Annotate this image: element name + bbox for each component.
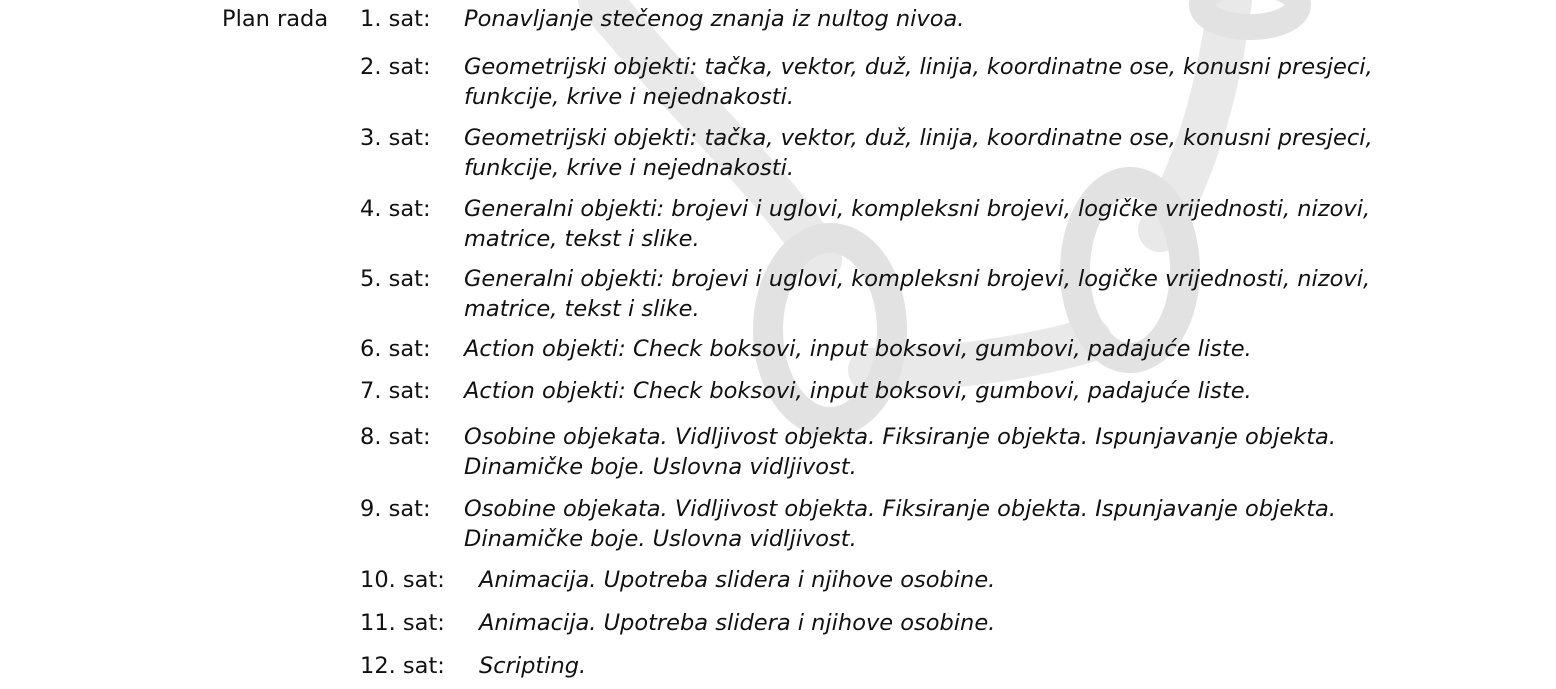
description-line: matrice, tekst i slike.	[464, 296, 700, 322]
session-description	[479, 651, 586, 681]
session-description	[464, 52, 1373, 112]
description-line: Ponavljanje stečenog znanja iz nultog nivoa.	[464, 6, 965, 32]
session-description	[464, 422, 1336, 482]
description-line: Action objekti: Check boksovi, input boksovi, gumbovi, padajuće liste.	[464, 378, 1252, 404]
session-description	[464, 4, 964, 34]
session-number: 6. sat:	[360, 336, 431, 362]
session-number: 7. sat:	[360, 378, 431, 404]
section-label: Plan rada	[222, 6, 329, 32]
description-line: Osobine objekata. Vidljivost objekta. Fiksiranje objekta. Ispunjavanje objekta.	[464, 424, 1336, 450]
description-line: matrice, tekst i slike.	[464, 226, 700, 252]
description-line: Dinamičke boje. Uslovna vidljivost.	[464, 454, 857, 480]
session-number: 5. sat:	[360, 266, 431, 292]
session-number: 4. sat:	[360, 196, 431, 222]
session-description	[464, 334, 1252, 364]
session-description	[464, 123, 1373, 183]
description-line: Animacija. Upotreba slidera i njihove osobine.	[479, 567, 996, 593]
session-description	[464, 494, 1336, 554]
session-number: 8. sat:	[360, 424, 431, 450]
session-number: 1. sat:	[360, 6, 431, 32]
description-line: Generalni objekti: brojevi i uglovi, kompleksni brojevi, logičke vrijednosti, nizovi,	[464, 196, 1371, 222]
session-number: 11. sat:	[360, 610, 445, 636]
session-number: 10. sat:	[360, 567, 445, 593]
session-description	[464, 264, 1370, 324]
session-description	[479, 608, 995, 638]
session-number: 3. sat:	[360, 125, 431, 151]
description-line: Action objekti: Check boksovi, input boksovi, gumbovi, padajuće liste.	[464, 336, 1252, 362]
description-line: Generalni objekti: brojevi i uglovi, kompleksni brojevi, logičke vrijednosti, nizovi,	[464, 266, 1371, 292]
session-number: 12. sat:	[360, 653, 445, 679]
description-line: funkcije, krive i nejednakosti.	[464, 155, 795, 181]
description-line: funkcije, krive i nejednakosti.	[464, 84, 795, 110]
session-description	[479, 565, 995, 595]
description-line: Geometrijski objekti: tačka, vektor, duž, linija, koordinatne ose, konusni presjeci,	[464, 54, 1373, 80]
description-line: Animacija. Upotreba slidera i njihove osobine.	[479, 610, 996, 636]
description-line: Dinamičke boje. Uslovna vidljivost.	[464, 526, 857, 552]
description-line: Osobine objekata. Vidljivost objekta. Fiksiranje objekta. Ispunjavanje objekta.	[464, 496, 1336, 522]
description-line: Scripting.	[479, 653, 587, 679]
session-number: 9. sat:	[360, 496, 431, 522]
description-line: Geometrijski objekti: tačka, vektor, duž, linija, koordinatne ose, konusni presjeci,	[464, 125, 1373, 151]
session-description	[464, 376, 1252, 406]
session-description	[464, 194, 1370, 254]
session-number: 2. sat:	[360, 54, 431, 80]
